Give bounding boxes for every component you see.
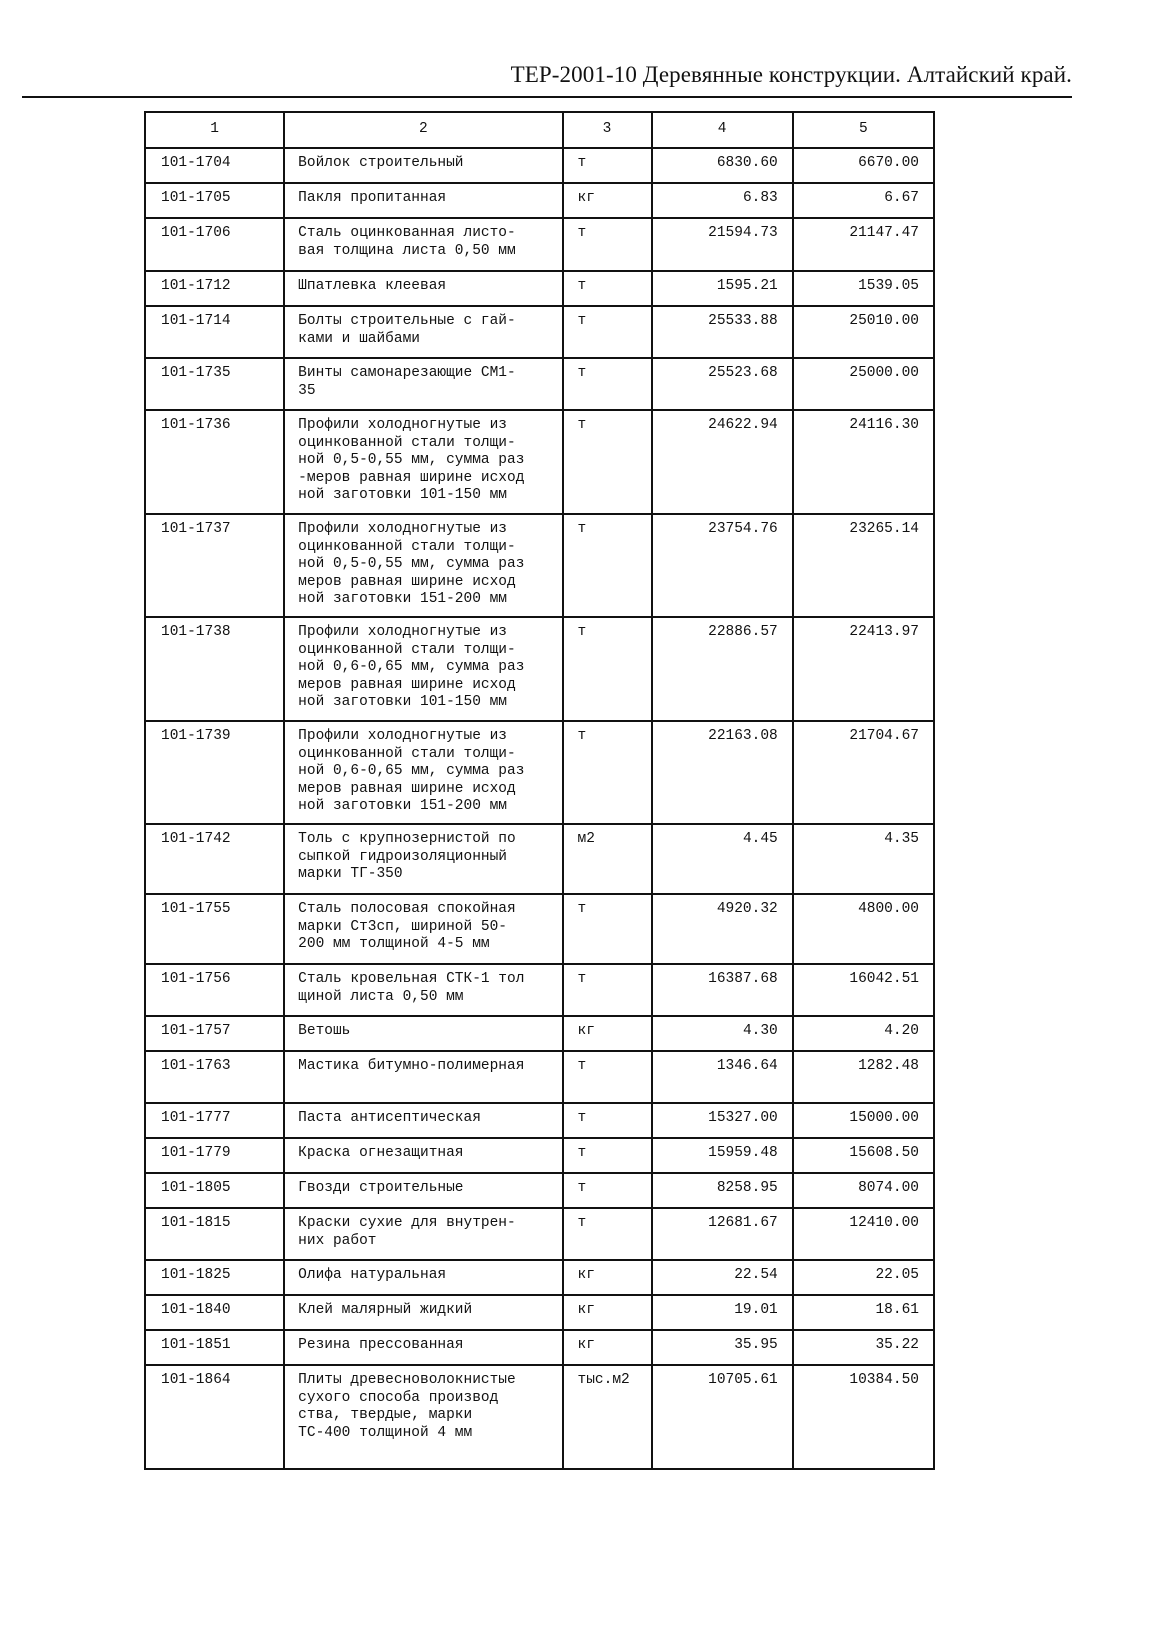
unit-of-measure: т (563, 514, 652, 617)
table-row (145, 1173, 934, 1208)
table-row (145, 183, 934, 218)
price-column-4: 22163.08 (652, 721, 793, 824)
price-column-5: 15000.00 (793, 1103, 934, 1138)
table-row (145, 148, 934, 183)
unit-of-measure: т (563, 306, 652, 358)
price-column-5: 6.67 (793, 183, 934, 218)
price-column-5: 22413.97 (793, 617, 934, 721)
price-column-4: 12681.67 (652, 1208, 793, 1260)
resource-name: Резина прессованная (284, 1330, 562, 1365)
unit-of-measure: т (563, 894, 652, 964)
resource-name: Шпатлевка клеевая (284, 271, 562, 306)
resource-name: Паста антисептическая (284, 1103, 562, 1138)
column-header-2: 2 (284, 112, 562, 148)
price-column-5: 4.20 (793, 1016, 934, 1051)
resource-name: Профили холодногнутые из оцинкованной стали толщи- ной 0,5-0,55 мм, сумма раз меров равная ширине исход ной заготовки 151-200 мм (284, 514, 562, 617)
unit-of-measure: т (563, 271, 652, 306)
unit-of-measure: м2 (563, 824, 652, 894)
resource-name: Сталь оцинкованная листо- вая толщина листа 0,50 мм (284, 218, 562, 271)
resource-name: Войлок строительный (284, 148, 562, 183)
unit-of-measure: кг (563, 1330, 652, 1365)
resource-code: 101-1714 (145, 306, 284, 358)
price-column-5: 4800.00 (793, 894, 934, 964)
column-header-3: 3 (563, 112, 652, 148)
price-column-4: 15327.00 (652, 1103, 793, 1138)
table-row (145, 1208, 934, 1260)
resource-name: Мастика битумно-полимерная (284, 1051, 562, 1103)
price-column-5: 22.05 (793, 1260, 934, 1295)
unit-of-measure: т (563, 358, 652, 410)
resource-name: Краска огнезащитная (284, 1138, 562, 1173)
price-column-4: 4.45 (652, 824, 793, 894)
resource-code: 101-1851 (145, 1330, 284, 1365)
resource-name: Сталь кровельная СТК-1 тол щиной листа 0,50 мм (284, 964, 562, 1016)
price-column-5: 10384.50 (793, 1365, 934, 1469)
resource-name: Болты строительные с гай- ками и шайбами (284, 306, 562, 358)
resource-code: 101-1738 (145, 617, 284, 721)
resource-code: 101-1756 (145, 964, 284, 1016)
resource-name: Ветошь (284, 1016, 562, 1051)
resource-code: 101-1739 (145, 721, 284, 824)
price-column-5: 15608.50 (793, 1138, 934, 1173)
unit-of-measure: тыс.м2 (563, 1365, 652, 1469)
resource-name: Сталь полосовая спокойная марки Ст3сп, шириной 50- 200 мм толщиной 4-5 мм (284, 894, 562, 964)
resource-name: Олифа натуральная (284, 1260, 562, 1295)
table-row (145, 1295, 934, 1330)
resource-name: Профили холодногнутые из оцинкованной стали толщи- ной 0,6-0,65 мм, сумма раз меров равная ширине исход ной заготовки 101-150 мм (284, 617, 562, 721)
table-row (145, 1016, 934, 1051)
resource-name: Краски сухие для внутрен- них работ (284, 1208, 562, 1260)
resource-code: 101-1735 (145, 358, 284, 410)
resource-code: 101-1757 (145, 1016, 284, 1051)
price-table (144, 111, 935, 1470)
column-header-1: 1 (145, 112, 284, 148)
price-column-5: 1282.48 (793, 1051, 934, 1103)
price-column-5: 25010.00 (793, 306, 934, 358)
price-column-5: 16042.51 (793, 964, 934, 1016)
resource-name: Клей малярный жидкий (284, 1295, 562, 1330)
unit-of-measure: т (563, 1051, 652, 1103)
resource-name: Гвозди строительные (284, 1173, 562, 1208)
table-row (145, 964, 934, 1016)
resource-name: Пакля пропитанная (284, 183, 562, 218)
column-header-4: 4 (652, 112, 793, 148)
table-row (145, 514, 934, 617)
resource-code: 101-1712 (145, 271, 284, 306)
resource-code: 101-1742 (145, 824, 284, 894)
price-column-4: 25523.68 (652, 358, 793, 410)
table-row (145, 1103, 934, 1138)
unit-of-measure: т (563, 1208, 652, 1260)
table-row (145, 1365, 934, 1469)
price-column-5: 24116.30 (793, 410, 934, 514)
price-column-4: 4920.32 (652, 894, 793, 964)
price-column-4: 23754.76 (652, 514, 793, 617)
resource-code: 101-1840 (145, 1295, 284, 1330)
price-column-4: 24622.94 (652, 410, 793, 514)
table-row (145, 306, 934, 358)
header-row (145, 112, 934, 148)
resource-code: 101-1705 (145, 183, 284, 218)
table-row (145, 1051, 934, 1103)
table-row (145, 894, 934, 964)
table-row (145, 358, 934, 410)
resource-code: 101-1736 (145, 410, 284, 514)
price-column-4: 16387.68 (652, 964, 793, 1016)
price-column-5: 18.61 (793, 1295, 934, 1330)
table-row (145, 1330, 934, 1365)
price-column-5: 23265.14 (793, 514, 934, 617)
resource-code: 101-1779 (145, 1138, 284, 1173)
price-column-4: 4.30 (652, 1016, 793, 1051)
price-column-5: 8074.00 (793, 1173, 934, 1208)
resource-code: 101-1704 (145, 148, 284, 183)
resource-code: 101-1825 (145, 1260, 284, 1295)
price-column-5: 21147.47 (793, 218, 934, 271)
price-column-4: 1346.64 (652, 1051, 793, 1103)
price-column-5: 6670.00 (793, 148, 934, 183)
price-column-4: 1595.21 (652, 271, 793, 306)
unit-of-measure: т (563, 617, 652, 721)
price-column-4: 22886.57 (652, 617, 793, 721)
price-column-4: 35.95 (652, 1330, 793, 1365)
table-row (145, 824, 934, 894)
resource-name: Толь с крупнозернистой по сыпкой гидроизоляционный марки ТГ-350 (284, 824, 562, 894)
price-column-5: 1539.05 (793, 271, 934, 306)
unit-of-measure: т (563, 1103, 652, 1138)
table-body (145, 148, 934, 1469)
price-column-4: 6.83 (652, 183, 793, 218)
resource-code: 101-1815 (145, 1208, 284, 1260)
unit-of-measure: т (563, 148, 652, 183)
column-header-5: 5 (793, 112, 934, 148)
price-column-4: 22.54 (652, 1260, 793, 1295)
table-row (145, 410, 934, 514)
page-header (22, 60, 1072, 98)
price-column-5: 25000.00 (793, 358, 934, 410)
unit-of-measure: кг (563, 1016, 652, 1051)
table-header (145, 112, 934, 148)
price-column-4: 19.01 (652, 1295, 793, 1330)
price-column-5: 21704.67 (793, 721, 934, 824)
price-column-4: 6830.60 (652, 148, 793, 183)
unit-of-measure: т (563, 721, 652, 824)
unit-of-measure: т (563, 1173, 652, 1208)
price-column-5: 12410.00 (793, 1208, 934, 1260)
resource-code: 101-1763 (145, 1051, 284, 1103)
price-column-4: 15959.48 (652, 1138, 793, 1173)
unit-of-measure: т (563, 218, 652, 271)
resource-name: Винты самонарезающие СМ1- 35 (284, 358, 562, 410)
price-column-4: 21594.73 (652, 218, 793, 271)
price-column-5: 35.22 (793, 1330, 934, 1365)
price-column-4: 25533.88 (652, 306, 793, 358)
price-column-5: 4.35 (793, 824, 934, 894)
resource-code: 101-1805 (145, 1173, 284, 1208)
resource-code: 101-1706 (145, 218, 284, 271)
unit-of-measure: т (563, 410, 652, 514)
table-row (145, 721, 934, 824)
price-column-4: 8258.95 (652, 1173, 793, 1208)
table-row (145, 271, 934, 306)
unit-of-measure: кг (563, 1295, 652, 1330)
resource-name: Профили холодногнутые из оцинкованной стали толщи- ной 0,5-0,55 мм, сумма раз -меров равная ширине исход ной заготовки 101-150 мм (284, 410, 562, 514)
resource-code: 101-1777 (145, 1103, 284, 1138)
page-title: ТЕР-2001-10 Деревянные конструкции. Алтайский край. (510, 62, 1072, 87)
resource-code: 101-1864 (145, 1365, 284, 1469)
resource-code: 101-1737 (145, 514, 284, 617)
table-row (145, 617, 934, 721)
unit-of-measure: т (563, 964, 652, 1016)
unit-of-measure: кг (563, 183, 652, 218)
unit-of-measure: кг (563, 1260, 652, 1295)
resource-name: Профили холодногнутые из оцинкованной стали толщи- ной 0,6-0,65 мм, сумма раз меров равная ширине исход ной заготовки 151-200 мм (284, 721, 562, 824)
resource-name: Плиты древесноволокнистые сухого способа производ ства, твердые, марки ТС-400 толщиной 4 мм (284, 1365, 562, 1469)
unit-of-measure: т (563, 1138, 652, 1173)
resource-code: 101-1755 (145, 894, 284, 964)
table-row (145, 1260, 934, 1295)
table-row (145, 218, 934, 271)
table-row (145, 1138, 934, 1173)
price-column-4: 10705.61 (652, 1365, 793, 1469)
